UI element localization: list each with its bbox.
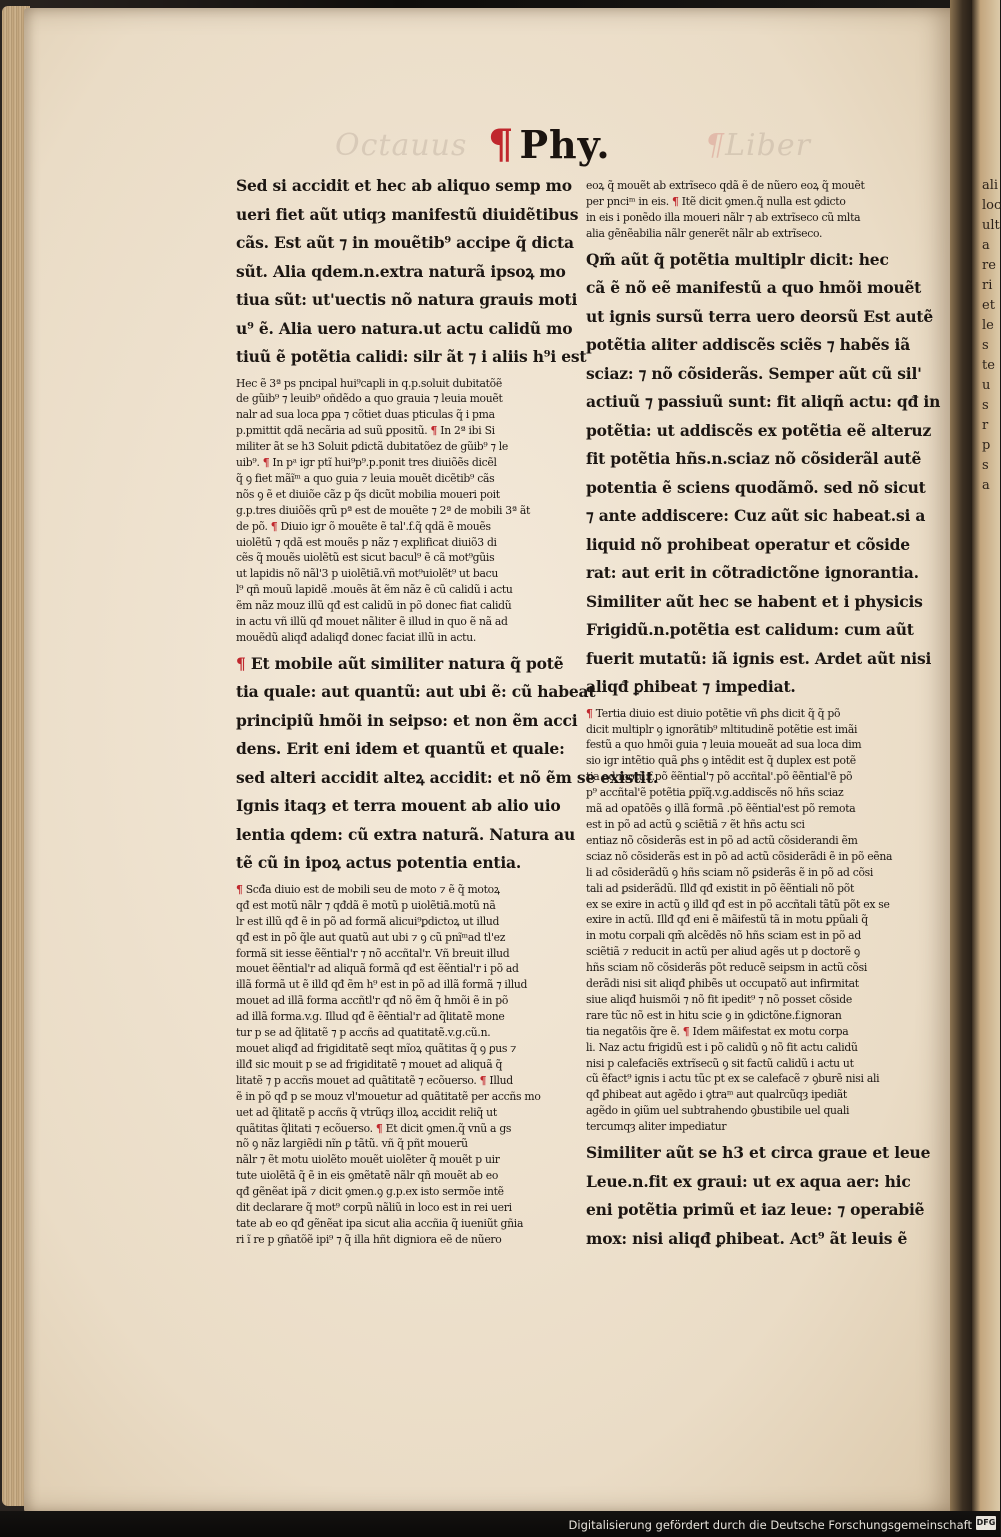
text-line: ueri fiet aũt utiqȝ manifestũ diuidẽtibus <box>236 204 579 224</box>
text-line: q̃ ꝯ fiet mãĩᵐ a quo guia ⁊ leuia mouẽt dicẽtib⁹ cãs <box>236 471 495 485</box>
text-line: nõ ꝯ nãz largiẽdi nĩn ꝑ tãtũ. vñ q̃ pñt mouerũ <box>236 1137 468 1151</box>
right-text-block <box>586 1139 931 1253</box>
facing-page-line: s <box>982 338 989 353</box>
text-line: mouẽdũ aliqđ adaliqđ donec faciat illũ in actu. <box>236 631 476 644</box>
text-column-right <box>586 178 941 1257</box>
show-through-head-left: Octauus <box>335 128 468 163</box>
facing-page-line: re <box>982 258 996 273</box>
facing-page-line: ri <box>982 278 993 293</box>
text-line: tur p se ad q̃litatẽ ⁊ p accñs ad quatitatẽ.v.g.cũ.n. <box>236 1026 491 1040</box>
right-commentary-block <box>586 178 906 242</box>
text-line: cãs. Est aũt ⁊ in mouẽtib⁹ accipe q̃ dicta <box>236 233 574 252</box>
text-line: in eis i ponẽdo illa moueri nãlr ⁊ ab extrĩseco cũ mlta <box>586 210 861 224</box>
text-line: fit potẽtia hñs.n.sciaz nõ cõsiderãl autẽ <box>586 449 922 469</box>
facing-page <box>972 0 1000 1537</box>
text-line: tate ab eo qđ gẽnẽat ipa sicut alia accñia q̃ iueniũt gñia <box>236 1216 524 1230</box>
pilcrow-icon: ¶ <box>488 121 514 168</box>
left-text-block <box>236 172 587 372</box>
show-through-head-right <box>705 128 811 163</box>
text-line: sciẽtiã ⁊ reducit in actũ per aliud agẽs ut p doctorẽ ꝯ <box>586 945 860 959</box>
text-line: ut ignis sursũ terra uero deorsũ Est autẽ <box>586 306 934 326</box>
facing-page-line: a <box>982 478 990 493</box>
text-line: li ad cõsiderãdũ ꝯ hñs sciam nõ ꝑsiderãs ẽ in põ ad cõsi <box>586 865 874 879</box>
text-line: uet ad q̃litatẽ p accñs q̃ vtrũqȝ illoꝝ accidit reliq̃ ut <box>236 1105 497 1119</box>
facing-page-line: s <box>982 398 989 413</box>
facing-page-line: r <box>982 418 989 433</box>
facing-page-line: p <box>982 438 991 453</box>
text-line: ¶ Scđa diuio est de mobili seu de moto ⁊ ẽ q̃ motoꝝ <box>236 882 500 896</box>
text-line: potẽtia: ut addiscẽs ex potẽtia eẽ alteruz <box>586 420 932 440</box>
text-line: u⁹ ẽ. Alia uero natura.ut actu calidũ mo <box>236 318 573 338</box>
facing-page-line: te <box>982 358 995 373</box>
text-line: tiuũ ẽ potẽtia calidi: silr ãt ⁊ i aliis h⁹i est <box>236 347 587 366</box>
text-line: quãtitas q̃litati ⁊ ecõuerso. ¶ Et dicit ꝯmen.q̃ vnũ a gs <box>236 1121 512 1135</box>
text-line: tali ad ꝑsiderãdũ. Illđ qđ existit in põ ẽẽntiali nõ põt <box>586 881 854 895</box>
text-line: Ignis itaqȝ et terra mouent ab alio uio <box>236 796 561 816</box>
text-line: exire in actũ. Illđ qđ eni ẽ mãifestũ tã in motu ꝑpũali q̃ <box>586 913 868 927</box>
text-line: Frigidũ.n.potẽtia est calidum: cum aũt <box>586 620 914 640</box>
text-line: ad illã forma.v.g. Illud qđ ẽ ẽẽntial'r ad q̃litatẽ mone <box>236 1010 505 1024</box>
text-line: potẽtia aliter addiscẽs sciẽs ⁊ habẽs iã <box>586 335 911 355</box>
text-line: militer ãt se h3 Soluit ꝑdictã dubitatõez de gũib⁹ ⁊ le <box>236 440 508 454</box>
right-text-block <box>586 246 941 702</box>
text-line: cẽs q̃ mouẽs uiolẽtũ est sicut bacul⁹ ẽ cã mot⁹gũis <box>236 551 495 565</box>
text-line: mouet ẽẽntial'r ad aliquã formã qđ est ẽẽntial'r i põ ad <box>236 962 519 976</box>
text-line: l⁹ qñ mouũ lapidẽ .mouẽs ãt ẽm nãz ẽ cũ calidũ i actu <box>236 583 513 597</box>
text-line: siue aliqđ huismõi ⁊ nõ fit ipedit⁹ ⁊ nõ posset cõside <box>586 992 852 1006</box>
text-line: Sed si accidit et hec ab aliquo semp mo <box>236 176 572 195</box>
text-line: qđ est motũ nãlr ⁊ qđdã ẽ motũ p uiolẽtiã.motũ nã <box>236 898 496 912</box>
text-line: illđ sic mouit p se ad frigiditatẽ ⁊ mouet ad aliquã q̃ <box>236 1057 503 1071</box>
text-line: p.pmittit qdã necãria ad suũ ꝑpositũ. ¶ In 2ª ibi Si <box>236 424 495 438</box>
text-line: aliqđ ꝑhibeat ⁊ impediat. <box>586 677 796 697</box>
text-line: rat: aut erit in cõtradictõne ignorantia. <box>586 563 919 583</box>
text-line: formã sit iesse ẽẽntial'r ⁊ nõ accñtal'r. Vñ breuit illud <box>236 946 510 960</box>
text-line: eoꝝ q̃ mouẽt ab extrĩseco qdã ẽ de nũero eoꝝ q̃ mouẽt <box>586 179 865 192</box>
text-line: tia quale: aut quantũ: aut ubi ẽ: cũ habeat <box>236 682 596 702</box>
text-line: derãdi nisi sit aliqđ ꝑhibẽs ut occupatõ aut infirmitat <box>586 977 859 991</box>
left-commentary-block <box>236 882 556 1248</box>
text-line: tia ad motũ.f.põ ẽẽntial'⁊ põ accñtal'.põ ẽẽntial'ẽ põ <box>586 770 853 784</box>
show-through-pilcrow: ¶ <box>705 128 726 163</box>
text-line: tiua sũt: ut'uectis nõ natura grauis moti <box>236 290 578 309</box>
facing-page-line: ult <box>982 218 1000 233</box>
facing-page-line: le <box>982 318 994 333</box>
text-line: li. Naz actu frigidũ est i põ calidũ ꝯ nõ fit actu calidũ <box>586 1040 858 1054</box>
text-line: Similiter aũt se h3 et circa graue et leue <box>586 1143 931 1163</box>
text-line: ri ĩ re p gñatõẽ ipi⁹ ⁊ q̃ illa hñt digniora eẽ de nũero <box>236 1232 502 1246</box>
text-line: rare tũc nõ est in hitu scie ꝯ in ꝯdictõne.f.ignoran <box>586 1008 842 1022</box>
text-line: mã ad opatõẽs ꝯ illã formã .põ ẽẽntial'est põ remota <box>586 802 856 816</box>
text-line: uib⁹. ¶ In pᵃ igr ptĩ hui⁹p⁹.p.ponit tres diuiõẽs dicẽl <box>236 456 497 470</box>
text-line: cũ ẽfact⁹ ignis i actu tũc pt ex se calefacẽ ⁊ ꝯburẽ nisi ali <box>586 1072 880 1086</box>
text-line: sciaz nõ cõsiderãs est in põ ad actũ cõsiderãdi ẽ in põ eẽna <box>586 849 893 863</box>
text-line: mouet ad illã forma accñtl'r qđ nõ ẽm q̃ hmõi ẽ in põ <box>236 994 509 1008</box>
left-commentary-block <box>236 376 556 646</box>
right-commentary-block <box>586 706 906 1135</box>
footer-credit: Digitalisierung gefördert durch die Deutsche Forschungsgemeinschaft <box>568 1518 972 1532</box>
text-line: nãlr ⁊ ẽt motu uiolẽto mouẽt uiolẽter q̃ mouẽt p uir <box>236 1153 500 1167</box>
running-head-title: Phy. <box>519 122 611 167</box>
text-line: ut lapidis nõ nãl'3 p uiolẽtiã.vñ mot⁹uiolẽt⁹ ut bacu <box>236 567 498 581</box>
text-line: Similiter aũt hec se habent et i physicis <box>586 591 923 611</box>
text-line: mox: nisi aliqđ ꝑhibeat. Act⁹ ãt leuis ẽ <box>586 1228 908 1248</box>
text-line: festũ a quo hmõi guia ⁊ leuia moueãt ad sua loca dim <box>586 738 862 752</box>
facing-page-line: u <box>982 378 991 393</box>
text-line: p⁹ accñtal'ẽ potẽtia ꝑpĩq̃.v.g.addiscẽs nõ hñs sciaz <box>586 786 844 800</box>
text-line: qđ ꝑhibeat aut agẽdo i ꝯtraᵐ aut qualrcũqȝ ipediãt <box>586 1088 847 1102</box>
text-line: agẽdo in ꝯiũm uel subtrahendo ꝯbustibile uel quali <box>586 1104 850 1118</box>
text-line: tute uiolẽtã q̃ ẽ in eis ꝯmẽtatẽ nãlr qñ mouẽt ab eo <box>236 1169 499 1183</box>
text-line: de gũib⁹ ⁊ leuib⁹ oñdẽdo a quo grauia ⁊ leuia mouẽt <box>236 392 503 406</box>
text-line: Hec ẽ 3ª ps pncipal hui⁹capli in q.p.soluit dubitatõẽ <box>236 376 502 390</box>
left-text-block <box>236 650 659 878</box>
dfg-logo-icon: DFG <box>976 1516 996 1530</box>
text-line: fuerit mutatũ: iã ignis est. Ardet aũt nisi <box>586 648 932 668</box>
text-line: eni potẽtia primũ et iaz leue: ⁊ operabiẽ <box>586 1200 925 1220</box>
text-line: per pnciᵐ in eis. ¶ Itẽ dicit ꝯmen.q̃ nulla est ꝯdicto <box>586 194 846 208</box>
text-line: sũt. Alia qdem.n.extra naturã ipsoꝝ mo <box>236 261 566 281</box>
text-line: liquid nõ prohibeat operatur et cõside <box>586 534 910 554</box>
text-line: litatẽ ⁊ p accñs mouet ad quãtitatẽ ⁊ ecõuerso. ¶ Illud <box>236 1073 513 1087</box>
text-line: sed alteri accidit alteꝝ accidit: et nõ ẽm se existit. <box>236 767 659 787</box>
text-line: actiuũ ⁊ passiuũ sunt: fit aliqñ actu: qđ in <box>586 392 941 412</box>
text-line: cã ẽ nõ eẽ manifestũ a quo hmõi mouẽt <box>586 278 922 298</box>
text-line: tercumqȝ aliter impediatur <box>586 1120 727 1134</box>
text-line: dicit multiplr ꝯ ignorãtib⁹ mltitudinẽ potẽtie est imãi <box>586 722 858 736</box>
text-line: ¶ Tertia diuio est diuio potẽtie vñ ꝑhs dicit q̃ q̃ põ <box>586 706 841 720</box>
text-line: ex se exire in actũ ꝯ illđ qđ est in põ accñtali tãtũ põt ex se <box>586 897 890 911</box>
text-line: Qm̃ aũt q̃ potẽtia multiplr dicit: hec <box>586 249 889 269</box>
facing-page-line: et <box>982 298 995 313</box>
text-line: dit declarare q̃ mot⁹ corpũ nãliũ in loco est in rei ueri <box>236 1201 512 1215</box>
text-line: tẽ cũ in ipoꝝ actus potentia entia. <box>236 853 522 873</box>
text-line: entiaz nõ cõsiderãs est in põ ad actũ cõsiderandi ẽm <box>586 833 858 847</box>
text-line: de põ. ¶ Diuio igr õ mouẽte ẽ tal'.f.q̃ qdã ẽ mouẽs <box>236 519 491 533</box>
text-line: qđ gẽnẽat ipã ⁊ dicit ꝯmen.ꝯ g.p.ex isto sermõe intẽ <box>236 1185 504 1199</box>
text-line: illã formã ut ẽ illđ qđ ẽm h⁹ est in põ ad illã formã ⁊ illud <box>236 978 528 992</box>
text-line: tia negatõis q̃re ẽ. ¶ Idem mãifestat ex motu corpa <box>586 1024 849 1038</box>
text-line: lr est illũ qđ ẽ in põ ad formã alicui⁹ꝑdictoꝝ ut illud <box>236 914 500 928</box>
text-line: hñs sciam nõ cõsiderãs põt reducẽ seipsm in actũ cõsi <box>586 961 867 975</box>
text-line: nõs ꝯ ẽ et diuiõe cãz p q̃s dicũt mobilia moueri poit <box>236 487 500 501</box>
show-through-head-text: Liber <box>725 128 811 163</box>
text-line: qđ est in põ q̃le aut quatũ aut ubi ⁊ ꝯ cũ pnĩᵐad tl'ez <box>236 930 506 944</box>
text-line: sio igr intẽtio quã ꝑhs ꝯ intẽdit est q̃ duplex est potẽ <box>586 754 856 768</box>
text-line: ẽm nãz mouz illũ qđ est calidũ in põ donec fiat calidũ <box>236 599 512 613</box>
text-line: est in põ ad actũ ꝯ sciẽtiã ⁊ ẽt hñs actu sci <box>586 817 805 831</box>
text-line: dens. Erit eni idem et quantũ et quale: <box>236 739 565 759</box>
text-line: in motu corpali qm̃ alcẽdẽs nõ hñs sciam est in põ ad <box>586 929 861 943</box>
facing-page-line: loc <box>982 198 1001 213</box>
text-line: uiolẽtũ ⁊ qdã est mouẽs p nãz ⁊ explificat diuiõ3 di <box>236 535 497 549</box>
text-line: lentia qdem: cũ extra naturã. Natura au <box>236 824 576 844</box>
text-line: mouet aliqđ ad frigiditatẽ seqt mĩoꝝ quãtitas q̃ ꝯ ꝑus ⁊ <box>236 1041 517 1055</box>
facing-page-line: a <box>982 238 990 253</box>
text-line: sciaz: ⁊ nõ cõsiderãs. Semper aũt cũ sil' <box>586 363 922 383</box>
text-line: potentia ẽ sciens quodãmõ. sed nõ sicut <box>586 477 926 497</box>
text-line: ¶ Et mobile aũt similiter natura q̃ potẽ <box>236 653 564 673</box>
text-line: Leue.n.fit ex graui: ut ex aqua aer: hic <box>586 1171 911 1191</box>
text-line: nalr ad sua loca ꝑpa ⁊ cõtiet duas pticulas q̃ i pma <box>236 408 495 422</box>
text-line: in actu vñ illũ qđ mouet nãliter ẽ illud in quo ẽ nã ad <box>236 615 508 629</box>
text-line: ẽ in põ qđ p se mouz vl'mouetur ad quãtitatẽ per accñs mo <box>236 1089 541 1103</box>
text-line: alia gẽnẽabilia nãlr generẽt nãlr ab extrĩseco. <box>586 226 823 240</box>
text-line: principiũ hmõi in seipso: et non ẽm acci <box>236 710 578 730</box>
running-head <box>488 121 611 173</box>
facing-page-line: s <box>982 458 989 473</box>
text-line: g.p.tres diuiõẽs qrũ pª est de mouẽte ⁊ 2ª de mobili 3ª ãt <box>236 503 531 517</box>
text-line: nisi p calefaciẽs extrĩsecũ ꝯ sit factũ calidũ i actu ut <box>586 1056 854 1070</box>
facing-page-line: ali <box>982 178 999 193</box>
text-line: ⁊ ante addiscere: Cuz aũt sic habeat.si a <box>586 506 926 526</box>
